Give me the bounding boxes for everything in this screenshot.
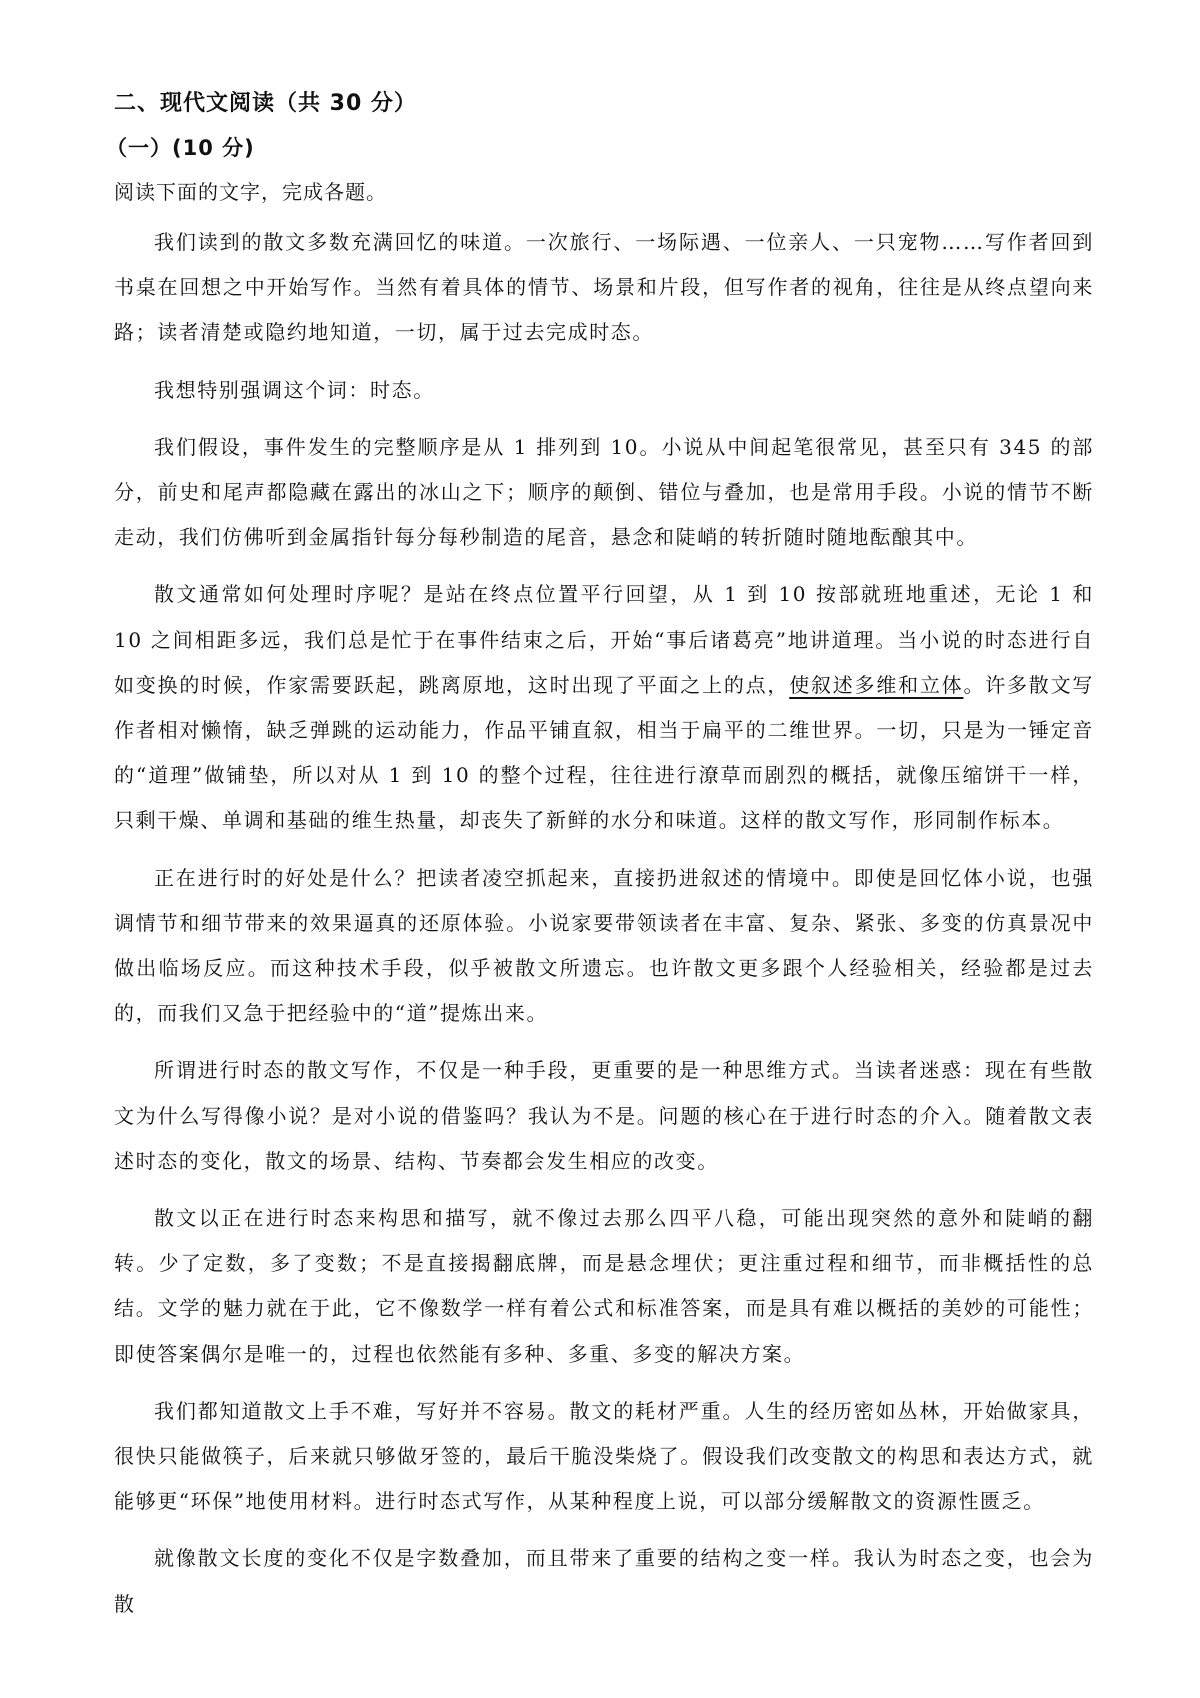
paragraph-4-text-after: 。许多散文写作者相对懒惰，缺乏弹跳的运动能力，作品平铺直叙，相当于扁平的二维世界。一切，只是为一锤定音的“道理”做铺垫，所以对从 1 到 10 的整个过程，往往进行潦草而剧烈的概括，就像压缩饼干一样，只剩干燥、单调和基础的维生热量，却丧失了新鲜的水分和味道。这样的散文写作，形同制作标本。 bbox=[114, 672, 1094, 833]
section-title: 二、现代文阅读（共 30 分） bbox=[114, 91, 417, 116]
article-paragraph-4 bbox=[114, 572, 1094, 843]
article-paragraph-8: 我们都知道散文上手不难，写好并不容易。散文的耗材严重。人生的经历密如丛林，开始做家具，很快只能做筷子，后来就只够做牙签的，最后干脆没柴烧了。假设我们改变散文的构思和表达方式，就能够更“环保”地使用材料。进行时态式写作，从某种程度上说，可以部分缓解散文的资源性匮乏。 bbox=[114, 1398, 1094, 1514]
sub-section-title: （一）(10 分) bbox=[106, 136, 255, 160]
paragraph-4-text-before: 散文通常如何处理时序呢？是站在终点位置平行回望，从 1 到 10 按部就班地重述，无论 1 和 10 之间相距多远，我们总是忙于在事件结束之后，开始“事后诸葛亮”地讲道理。当小说的时态进行自如变换的时候，作家需要跃起，跳离原地，这时出现了平面之上的点， bbox=[114, 582, 1094, 697]
article-paragraph-7: 散文以正在进行时态来构思和描写，就不像过去那么四平八稳，可能出现突然的意外和陡峭的翻转。少了定数，多了变数；不是直接揭翻底牌，而是悬念埋伏；更注重过程和细节，而非概括性的总结。文学的魅力就在于此，它不像数学一样有着公式和标准答案，而是具有难以概括的美妙的可能性；即使答案偶尔是唯一的，过程也依然能有多种、多重、多变的解决方案。 bbox=[114, 1206, 1094, 1366]
article-paragraph-9: 就像散文长度的变化不仅是字数叠加，而且带来了重要的结构之变一样。我认为时态之变，也会为散 bbox=[114, 1546, 1094, 1616]
reading-instruction: 阅读下面的文字，完成各题。 bbox=[114, 180, 387, 204]
article-paragraph-1: 我们读到的散文多数充满回忆的味道。一次旅行、一场际遇、一位亲人、一只宠物……写作者回到书桌在回想之中开始写作。当然有着具体的情节、场景和片段，但写作者的视角，往往是从终点望向来路；读者清楚或隐约地知道，一切，属于过去完成时态。 bbox=[114, 230, 1094, 345]
underlined-phrase: 使叙述多维和立体 bbox=[789, 672, 964, 697]
article-paragraph-2: 我想特别强调这个词：时态。 bbox=[154, 377, 435, 402]
article-paragraph-5: 正在进行时的好处是什么？把读者凌空抓起来，直接扔进叙述的情境中。即使是回忆体小说，也强调情节和细节带来的效果逼真的还原体验。小说家要带领读者在丰富、复杂、紧张、多变的仿真景况中做出临场反应。而这种技术手段，似乎被散文所遗忘。也许散文更多跟个人经验相关，经验都是过去的，而我们又急于把经验中的“道”提炼出来。 bbox=[114, 865, 1094, 1026]
article-paragraph-6: 所谓进行时态的散文写作，不仅是一种手段，更重要的是一种思维方式。当读者迷惑：现在有些散文为什么写得像小说？是对小说的借鉴吗？我认为不是。问题的核心在于进行时态的介入。随着散文表述时态的变化，散文的场景、结构、节奏都会发生相应的改变。 bbox=[114, 1058, 1094, 1173]
document-content bbox=[106, 88, 1094, 1639]
article-paragraph-3: 我们假设，事件发生的完整顺序是从 1 排列到 10。小说从中间起笔很常见，甚至只有 345 的部分，前史和尾声都隐藏在露出的冰山之下；顺序的颠倒、错位与叠加，也是常用手段。小说的情节不断走动，我们仿佛听到金属指针每分每秒制造的尾音，悬念和陡峭的转折随时随地酝酿其中。 bbox=[114, 434, 1094, 550]
